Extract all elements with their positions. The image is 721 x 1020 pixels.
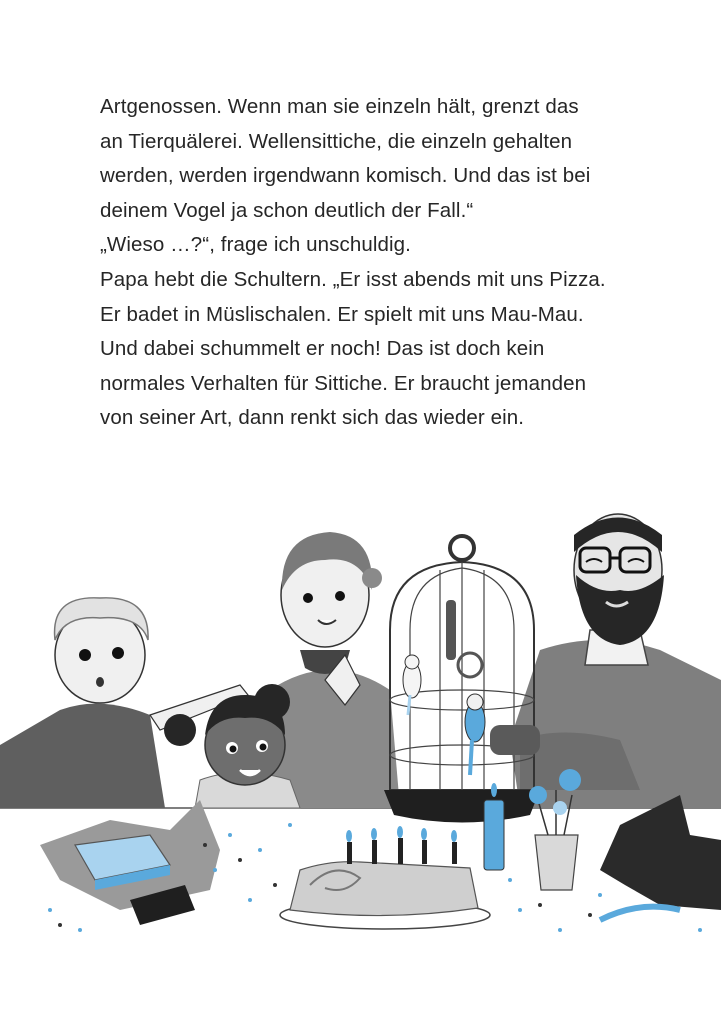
blue-budgie: [465, 694, 485, 775]
text-line-7: Er badet in Müslischalen. Er spielt mit uns Mau-Mau.: [100, 302, 584, 326]
text-line-5: „Wieso …?“, frage ich unschuldig.: [100, 233, 411, 257]
text-line-1: Artgenossen. Wenn man sie einzeln hält, grenzt das: [100, 95, 579, 118]
text-line-6: Papa hebt die Schultern. „Er isst abends mit uns Pizza.: [100, 267, 606, 291]
blue-ribbon: [600, 907, 680, 920]
text-line-3: werden, werden irgendwann komisch. Und das ist bei: [100, 164, 591, 188]
text-line-9: normales Verhalten für Sittiche. Er braucht jemanden: [100, 371, 587, 395]
mother-figure: [260, 532, 400, 808]
illustration-svg: [0, 490, 721, 950]
story-text: [100, 90, 660, 436]
father-figure: [510, 514, 721, 808]
wrapping-paper-right: [600, 795, 721, 910]
girl-figure: [164, 684, 300, 808]
text-line-10: von seiner Art, dann renkt sich das wieder ein.: [100, 406, 525, 430]
text-line-8: Und dabei schummelt er noch! Das ist doch kein: [100, 337, 545, 361]
text-line-2: an Tierquälerei. Wellensittiche, die einzeln gehalten: [100, 129, 573, 153]
family-birdcage-illustration: [0, 490, 721, 950]
birthday-cake: [280, 826, 490, 929]
text-line-4: deinem Vogel ja schon deutlich der Fall.“: [100, 198, 474, 222]
